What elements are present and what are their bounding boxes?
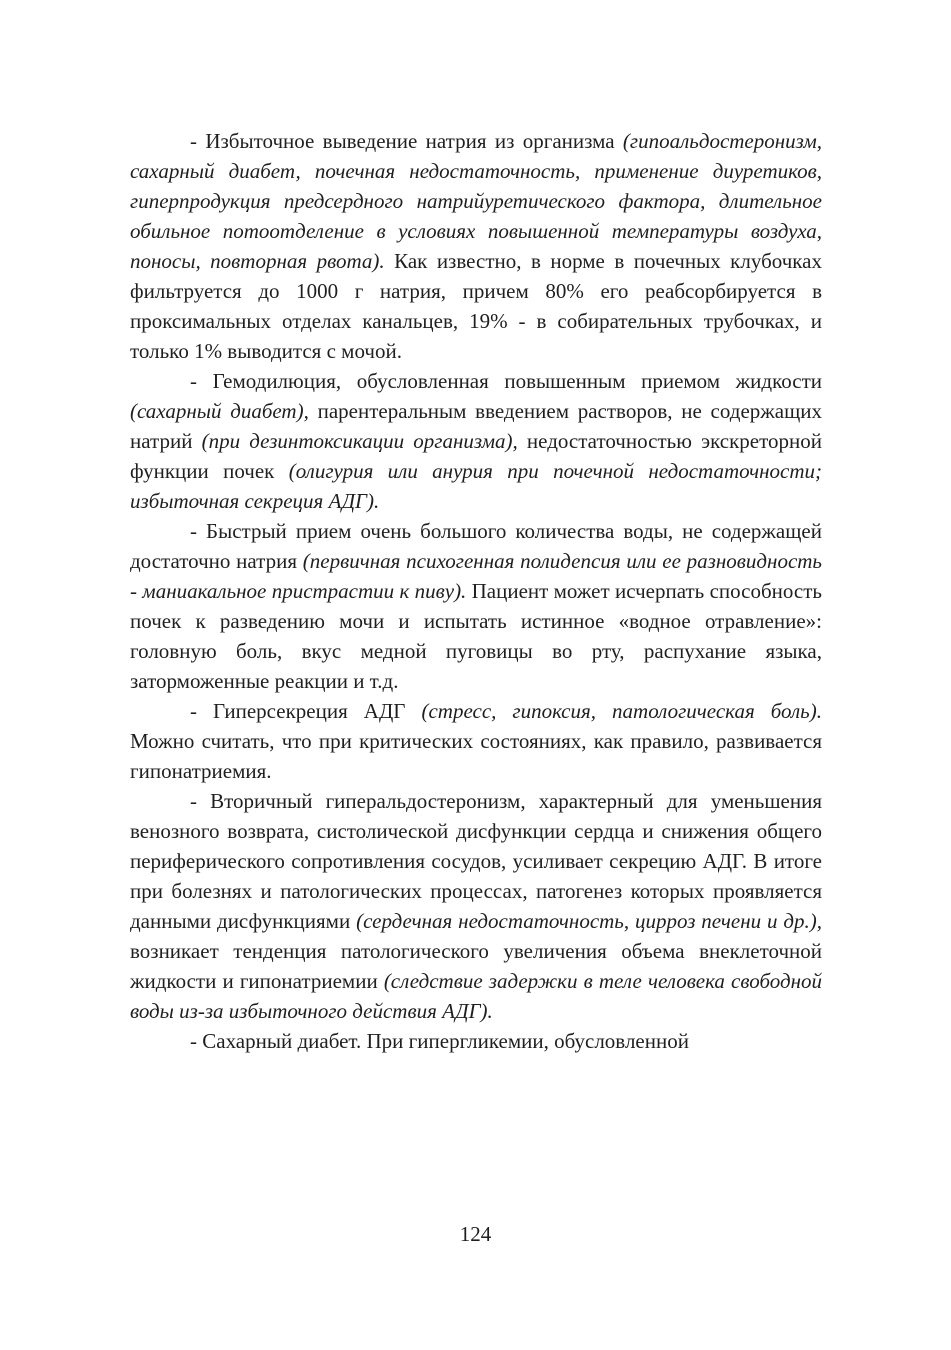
text-run: - Быстрый прием очень большого количества воды, не содержащей достаточно натрия [130, 519, 822, 573]
paragraph-sodium-excretion [130, 126, 822, 366]
italic-text-run: (олигурия или анурия при почечной недостаточности; избыточная секреция АДГ). [130, 459, 822, 513]
text-run: - Гемодилюция, обусловленная повышенным приемом жидкости [190, 369, 822, 393]
italic-text-run: (следствие задержки в теле человека свободной воды из-за избыточного действия АДГ). [130, 969, 822, 1023]
italic-text-run: (сахарный диабет), [130, 399, 309, 423]
paragraph-secondary-hyperaldosteronism [130, 786, 822, 1026]
text-run: - Сахарный диабет. При гипергликемии, обусловленной [190, 1029, 689, 1053]
text-run: возникает тенденция патологического увеличения объема внеклеточной жидкости и гипонатриемии [130, 939, 822, 993]
italic-text-run: (стресс, гипоксия, патологическая боль). [421, 699, 822, 723]
paragraph-adh-hypersecretion [130, 696, 822, 786]
page-number: 124 [459, 1222, 492, 1246]
paragraph-hemodilution [130, 366, 822, 516]
text-run: Пациент может исчерпать способность почек к разведению мочи и испытать истинное «водное отравление»: головную боль, вкус медной пуговицы во рту, распухание языка, заторможенные реакции и т.д. [130, 579, 822, 693]
italic-text-run: (первичная психогенная полидепсия или ее разновидность - маниакальное пристрастии к пиву). [130, 549, 822, 603]
page-text [130, 126, 822, 1056]
text-run: недостаточностью экскреторной функции почек [130, 429, 822, 483]
text-run: - Вторичный гиперальдостеронизм, характерный для уменьшения венозного возврата, систолической дисфункции сердца и снижения общего периферического сопротивления сосудов, усиливает секрецию АДГ. В итоге при болезнях и патологических процессах, патогенез которых проявляется данными дисфункциями [130, 789, 822, 933]
italic-text-run: (гипоальдостеронизм, сахарный диабет, почечная недостаточность, применение диуретиков, гиперпродукция предсердного натрийуретического фактора, длительное обильное потоотделение в условиях повышенной температуры воздуха, поносы, повторная рвота). [130, 129, 822, 273]
paragraph-water-intake [130, 516, 822, 696]
italic-text-run: (сердечная недостаточность, цирроз печени и др.), [356, 909, 823, 933]
text-run: - Избыточное выведение натрия из организма [190, 129, 623, 153]
text-run: - Гиперсекреция АДГ [190, 699, 422, 723]
text-run: Можно считать, что при критических состояниях, как правило, развивается гипонатриемия. [130, 729, 822, 783]
text-run: парентеральным введением растворов, не содержащих натрий [130, 399, 823, 453]
paragraph-diabetes [130, 1026, 822, 1056]
italic-text-run: (при дезинтоксикации организма), [201, 429, 518, 453]
text-run: Как известно, в норме в почечных клубочках фильтруется до 1000 г натрия, причем 80% его реабсорбируется в проксимальных отделах канальцев, 19% - в собирательных трубочках, и только 1% выводится с мочой. [130, 249, 822, 363]
